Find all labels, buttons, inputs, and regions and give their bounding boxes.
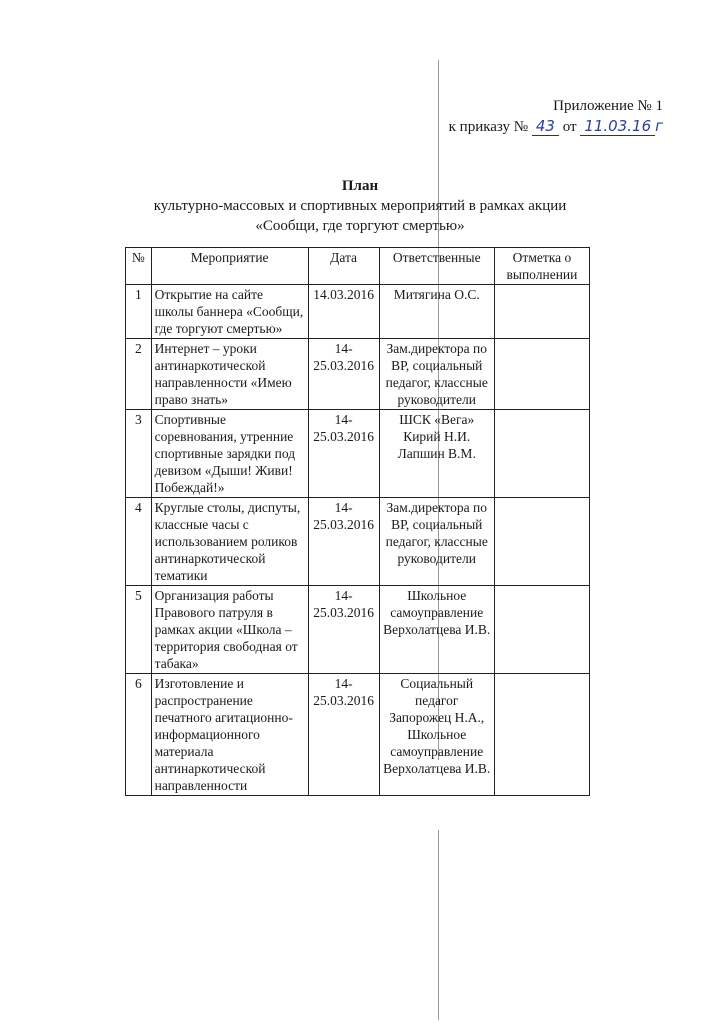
row-date: 14-25.03.2016: [308, 498, 379, 586]
column-header-responsible: Ответственные: [379, 248, 494, 285]
table-row: [126, 410, 590, 498]
row-mark: [494, 498, 589, 586]
row-responsible: Школьное самоуправление Верхолатцева И.В.: [379, 586, 494, 674]
title-plan: План: [341, 178, 379, 194]
table-row: [126, 339, 590, 410]
order-prefix: к приказу №: [448, 119, 529, 135]
row-responsible: Зам.директора по ВР, социальный педагог, классные руководители: [379, 498, 494, 586]
row-number: 6: [126, 674, 152, 796]
column-header-date: Дата: [308, 248, 379, 285]
row-date: 14-25.03.2016: [308, 674, 379, 796]
table-header-row: [126, 248, 590, 285]
title-subject: культурно-массовых и спортивных мероприятий в рамках акции: [153, 198, 567, 214]
document-title: [120, 176, 600, 236]
column-header-mark: Отметка о выполнении: [494, 248, 589, 285]
row-date: 14-25.03.2016: [308, 410, 379, 498]
table-row: [126, 285, 590, 339]
row-event: Изготовление и распространение печатного агитационно-информационного материала антинаркотической направленности: [151, 674, 308, 796]
scan-fold-line: [438, 830, 439, 1020]
row-mark: [494, 285, 589, 339]
order-from: от: [562, 119, 577, 135]
order-number: 43: [532, 117, 559, 136]
row-responsible: Социальный педагог Запорожец Н.А., Школьное самоуправление Верхолатцева И.В.: [379, 674, 494, 796]
title-campaign: «Сообщи, где торгуют смертью»: [255, 218, 465, 234]
row-mark: [494, 674, 589, 796]
row-date: 14-25.03.2016: [308, 586, 379, 674]
row-number: 1: [126, 285, 152, 339]
row-date: 14.03.2016: [308, 285, 379, 339]
appendix-header: [449, 96, 663, 137]
row-number: 5: [126, 586, 152, 674]
row-event: Интернет – уроки антинаркотической направленности «Имею право знать»: [151, 339, 308, 410]
row-date: 14-25.03.2016: [308, 339, 379, 410]
row-number: 3: [126, 410, 152, 498]
table-row: [126, 498, 590, 586]
order-date: 11.03.16: [580, 117, 655, 136]
order-reference: [449, 116, 663, 137]
row-responsible: Митягина О.С.: [379, 285, 494, 339]
table-row: [126, 586, 590, 674]
row-responsible: Зам.директора по ВР, социальный педагог, классные руководители: [379, 339, 494, 410]
row-mark: [494, 339, 589, 410]
row-event: Открытие на сайте школы баннера «Сообщи, где торгуют смертью»: [151, 285, 308, 339]
row-mark: [494, 586, 589, 674]
column-header-number: №: [126, 248, 152, 285]
row-responsible: ШСК «Вега» Кирий Н.И. Лапшин В.М.: [379, 410, 494, 498]
row-mark: [494, 410, 589, 498]
row-event: Организация работы Правового патруля в рамках акции «Школа – территория свободная от табака»: [151, 586, 308, 674]
table-row: [126, 674, 590, 796]
order-suffix: г: [655, 117, 663, 135]
row-number: 2: [126, 339, 152, 410]
appendix-label: Приложение № 1: [553, 98, 663, 114]
events-table: [125, 247, 590, 796]
row-number: 4: [126, 498, 152, 586]
column-header-event: Мероприятие: [151, 248, 308, 285]
row-event: Спортивные соревнования, утренние спортивные зарядки под девизом «Дыши! Живи! Побеждай!»: [151, 410, 308, 498]
row-event: Круглые столы, диспуты, классные часы с использованием роликов антинаркотической тематики: [151, 498, 308, 586]
